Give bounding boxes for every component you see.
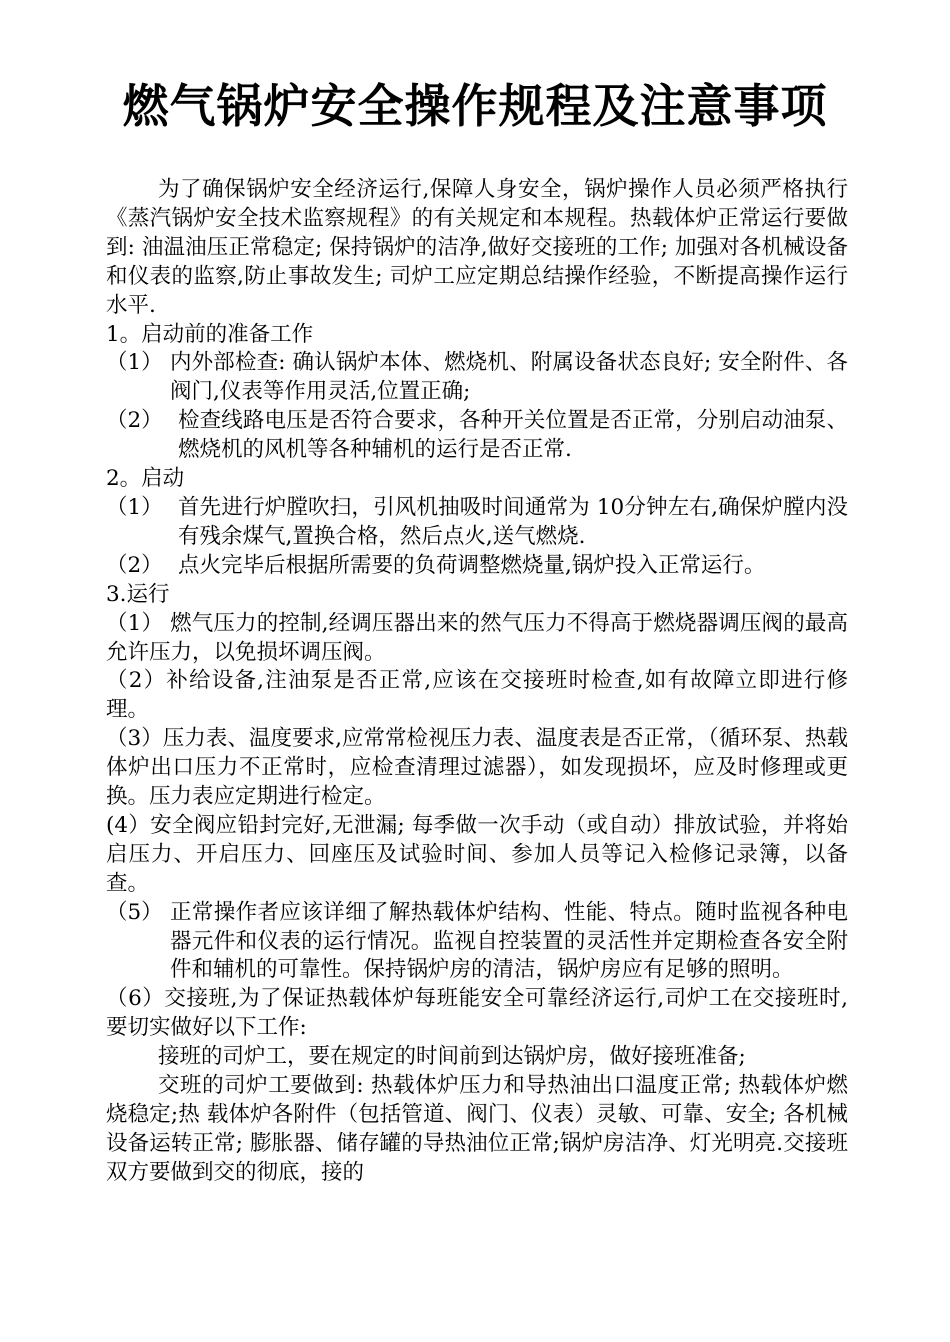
section-3-heading: 3.运行 (106, 581, 170, 607)
item-number: （2） (106, 408, 163, 434)
section-1-item-2 (106, 407, 848, 465)
section-3-para-7: 接班的司炉工，要在规定的时间前到达锅炉房，做好接班准备; (158, 1044, 746, 1070)
item-number: （5） (106, 899, 163, 925)
item-number: （1） (106, 350, 163, 376)
document-title: 燃气锅炉安全操作规程及注意事项 (122, 79, 828, 133)
section-1-item-1 (106, 349, 848, 407)
item-text: 内外部检查: 确认锅炉本体、燃烧机、附属设备状态良好; 安全附件、各阀门,仪表等作用灵活,位置正确; (170, 350, 848, 405)
section-3-para-8: 交班的司炉工要做到: 热载体炉压力和导热油出口温度正常; 热载体炉燃烧稳定;热 载体炉各附件（包括管道、阀门、仪表）灵敏、可靠、安全; 各机械设备运转正常; 膨胀器、储存罐的导热油位正常;锅炉房洁净、灯光明亮.交接班双方要做到交的彻底，接的 (106, 1073, 848, 1185)
section-3-para-2: （2）补给设备,注油泵是否正常,应该在交接班时检查,如有故障立即进行修理。 (106, 668, 848, 723)
section-3-para-4: (4）安全阀应铅封完好,无泄漏; 每季做一次手动（或自动）排放试验，并将始启压力、开启压力、回座压及试验时间、参加人员等记入检修记录簿，以备查。 (106, 812, 848, 896)
section-2-heading: 2。启动 (106, 466, 185, 492)
item-text: 点火完毕后根据所需要的负荷调整燃烧量,锅炉投入正常运行。 (178, 552, 766, 578)
item-number: （1） (106, 494, 163, 520)
section-2-item-1 (106, 494, 848, 552)
item-text: 检查线路电压是否符合要求，各种开关位置是否正常，分别启动油泵、燃烧机的风机等各种辅机的运行是否正常. (178, 408, 848, 463)
section-3-para-1: （1） 燃气压力的控制,经调压器出来的然气压力不得高于燃烧器调压阀的最高允许压力，以免损坏调压阀。 (106, 610, 848, 665)
section-3-item-5 (106, 899, 848, 986)
item-text: 正常操作者应该详细了解热载体炉结构、性能、特点。随时监视各种电器元件和仪表的运行情况。监视自控装置的灵活性并定期检查各安全附件和辅机的可靠性。保持锅炉房的清洁，锅炉房应有足够的照明。 (170, 899, 848, 983)
section-3-para-3: （3）压力表、温度要求,应常常检视压力表、温度表是否正常，（循环泵、热载体炉出口压力不正常时，应检查清理过滤器），如发现损坏，应及时修理或更换。压力表应定期进行检定。 (106, 726, 848, 810)
item-text: 首先进行炉膛吹扫，引风机抽吸时间通常为 10分钟左右,确保炉膛内没有残余煤气,置换合格，然后点火,送气燃烧. (178, 494, 848, 549)
section-3-para-6: （6）交接班,为了保证热载体炉每班能安全可靠经济运行,司炉工在交接班时,要切实做好以下工作: (106, 986, 848, 1041)
section-2-item-2 (106, 552, 848, 581)
section-1-heading: 1。启动前的准备工作 (106, 321, 314, 347)
intro-paragraph: 为了确保锅炉安全经济运行,保障人身安全，锅炉操作人员必须严格执行《蒸汽锅炉安全技术监察规程》的有关规定和本规程。热载体炉正常运行要做到: 油温油压正常稳定; 保持锅炉的洁净,做好交接班的工作; 加强对各机械设备和仪表的监察,防止事故发生; 司炉工应定期总结操作经验，不断提高操作运行水平. (106, 177, 848, 318)
item-number: （2） (106, 552, 163, 578)
document-body (106, 176, 848, 1188)
